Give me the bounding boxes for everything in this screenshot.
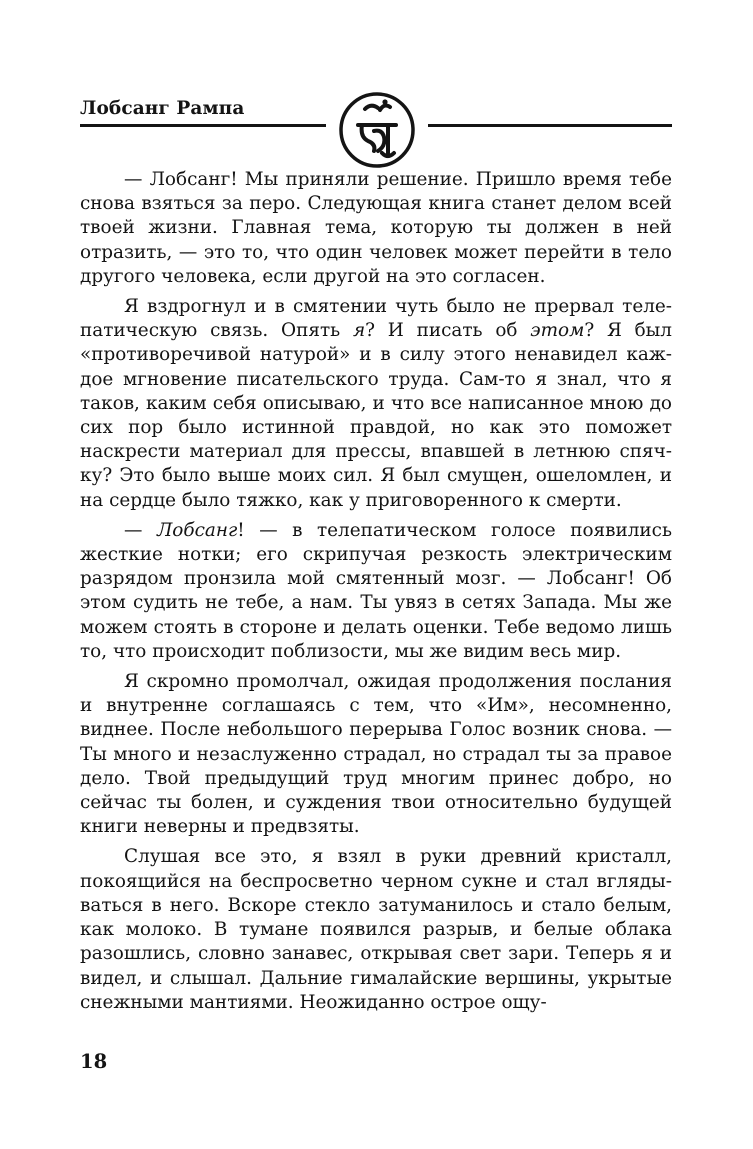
header-rule-left bbox=[80, 124, 326, 127]
paragraph bbox=[80, 295, 672, 513]
italic-text: я bbox=[352, 320, 366, 342]
body-text bbox=[80, 168, 672, 1015]
om-symbol-icon bbox=[338, 91, 416, 169]
running-title: Лобсанг Рампа bbox=[80, 98, 245, 119]
paragraph bbox=[80, 168, 672, 289]
text-run: ? И писать об bbox=[365, 320, 531, 342]
text-run: — bbox=[124, 519, 157, 541]
header-rule-right bbox=[428, 124, 672, 127]
text-run: ! — в телепатическом голосе появились жесткие нотки; его скрипучая резкость электрическим разрядом пронзила мой смятенный мозг. — Лобсанг! Об этом судить не тебе, а нам. Ты увяз в сетях Запада. Мы же можем стоять в стороне и делать оценки. Тебе ведомо лишь то, что происходит поблизости, мы же видим весь мир. bbox=[80, 519, 672, 662]
italic-text: этом bbox=[530, 320, 585, 342]
text-run: ? Я был «противоречивой натурой» и в силу этого ненавидел каждое мгновение писательского труда. Сам-то я знал, что я таков, каким себя описываю, и что все написанное мною до сих пор было истинной правдой, но как это поможет наскрести материал для прессы, впавшей в летнюю спячку? Это было выше моих сил. Я был смущен, ошеломлен, и на сердце было тяжко, как у приговоренного к смерти. bbox=[80, 320, 672, 511]
text-run: Я скромно промолчал, ожидая продолжения послания и внутренне соглашаясь с тем, что «Им», несомненно, виднее. После небольшого перерыва Голос возник снова. — Ты много и незаслуженно страдал, но страдал ты за правое дело. Твой предыдущий труд многим принес добро, но сейчас ты болен, и суждения твои относительно будущей книги неверны и предвзяты. bbox=[80, 671, 672, 838]
paragraph bbox=[80, 519, 672, 664]
paragraph bbox=[80, 845, 672, 1014]
paragraph bbox=[80, 670, 672, 839]
text-run: Слушая все это, я взял в руки древний кристалл, покоящийся на беспросветно черном сукне и стал вглядываться в него. Вскоре стекло затуманилось и стало белым, как молоко. В тумане появился разрыв, и белые облака разошлись, словно занавес, открывая свет зари. Теперь я и видел, и слышал. Дальние гималайские вершины, укрытые снежными мантиями. Неожиданно острое ощу- bbox=[80, 846, 672, 1013]
text-run: Я вздрогнул и в смятении чуть было не прервал телепатическую связь. Опять bbox=[80, 296, 672, 342]
page-number: 18 bbox=[80, 1050, 108, 1073]
italic-text: Лобсанг bbox=[156, 519, 238, 541]
text-run: — Лобсанг! Мы приняли решение. Пришло время тебе снова взяться за перо. Следующая книга станет делом всей твоей жизни. Главная тема, которую ты должен в ней отразить, — это то, что один человек может перейти в тело другого человека, если другой на это согласен. bbox=[80, 169, 672, 287]
